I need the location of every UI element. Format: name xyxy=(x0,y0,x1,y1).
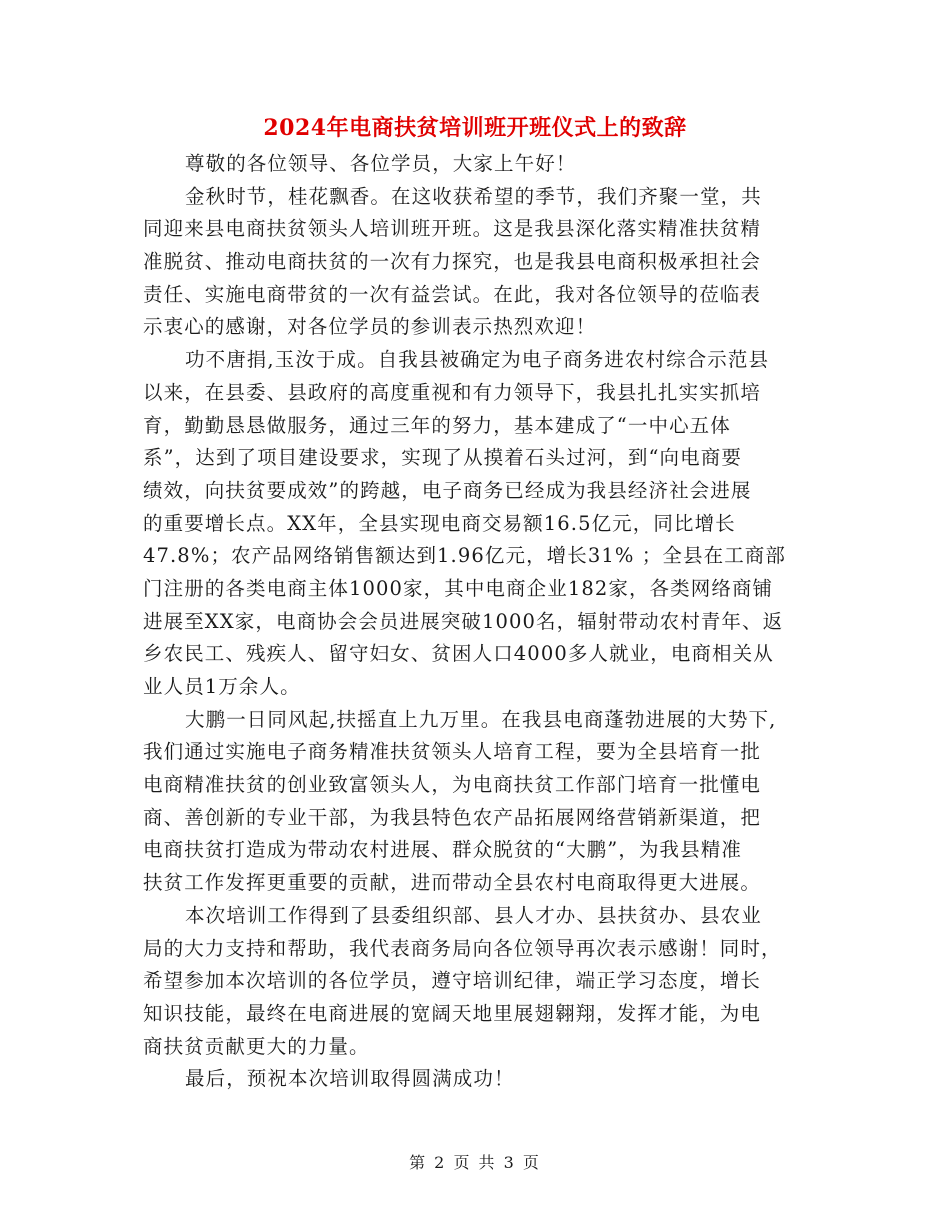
document-title: 2024年电商扶贫培训班开班仪式上的致辞 xyxy=(263,115,687,141)
paragraph-line: 的重要增长点。XX年，全县实现电商交易额16.5亿元，同比增长 xyxy=(143,511,736,535)
paragraph-line: 大鹏一日同风起,扶摇直上九万里。在我县电商蓬勃进展的大势下, xyxy=(185,707,777,731)
paragraph-line: 绩效，向扶贫要成效”的跨越，电子商务已经成为我县经济社会进展 xyxy=(143,478,752,502)
paragraph-line: 我们通过实施电子商务精准扶贫领头人培育工程，要为全县培育一批 xyxy=(143,740,762,764)
paragraph-line: 商扶贫贡献更大的力量。 xyxy=(143,1034,370,1058)
closing-line: 最后，预祝本次培训取得圆满成功！ xyxy=(185,1067,515,1091)
paragraph-line: 责任、实施电商带贫的一次有益尝试。在此，我对各位领导的莅临表 xyxy=(143,282,762,306)
paragraph-line: 希望参加本次培训的各位学员，遵守培训纪律，端正学习态度，增长 xyxy=(143,969,762,993)
paragraph-line: 业人员1万余人。 xyxy=(143,675,301,698)
paragraph-line: 局的大力支持和帮助，我代表商务局向各位领导再次表示感谢！同时， xyxy=(143,936,782,960)
paragraph-line: 系”，达到了项目建设要求，实现了从摸着石头过河，到“向电商要 xyxy=(143,446,742,470)
paragraph-line: 本次培训工作得到了县委组织部、县人才办、县扶贫办、县农业 xyxy=(185,903,762,927)
paragraph-line: 知识技能，最终在电商进展的宽阔天地里展翅翱翔，发挥才能，为电 xyxy=(143,1001,762,1025)
paragraph-line: 商、善创新的专业干部，为我县特色农产品拓展网络营销新渠道，把 xyxy=(143,805,762,829)
paragraph-line: 功不唐捐,玉汝于成。自我县被确定为电子商务进农村综合示范县 xyxy=(185,348,770,372)
page-number-footer: 第 2 页 共 3 页 xyxy=(409,1153,541,1172)
paragraph-line: 进展至XX家，电商协会会员进展突破1000名，辐射带动农村青年、返 xyxy=(143,609,784,633)
salutation-line: 尊敬的各位领导、各位学员，大家上午好！ xyxy=(185,152,577,175)
paragraph-line: 示衷心的感谢，对各位学员的参训表示热烈欢迎！ xyxy=(143,315,597,339)
paragraph-line: 乡农民工、残疾人、留守妇女、贫困人口4000多人就业，电商相关从 xyxy=(143,642,774,666)
paragraph-line: 47.8%；农产品网络销售额达到1.96亿元，增长31% ；全县在工商部 xyxy=(143,544,787,568)
paragraph-line: 准脱贫、推动电商扶贫的一次有力探究，也是我县电商积极承担社会 xyxy=(143,250,762,274)
document-body xyxy=(143,148,808,1096)
paragraph-line: 以来，在县委、县政府的高度重视和有力领导下，我县扎扎实实抓培 xyxy=(143,380,762,404)
paragraph-line: 同迎来县电商扶贫领头人培训班开班。这是我县深化落实精准扶贫精 xyxy=(143,217,762,241)
paragraph-line: 门注册的各类电商主体1000家，其中电商企业182家，各类网络商铺 xyxy=(143,576,774,600)
paragraph-line: 育，勤勤恳恳做服务，通过三年的努力，基本建成了“一中心五体 xyxy=(143,413,731,437)
paragraph-line: 扶贫工作发挥更重要的贡献，进而带动全县农村电商取得更大进展。 xyxy=(143,871,762,895)
paragraph-line: 金秋时节，桂花飘香。在这收获希望的季节，我们齐聚一堂，共 xyxy=(185,184,762,208)
paragraph-line: 电商扶贫打造成为带动农村进展、群众脱贫的“大鹏”，为我县精准 xyxy=(143,838,742,862)
paragraph-line: 电商精准扶贫的创业致富领头人，为电商扶贫工作部门培育一批懂电 xyxy=(143,773,762,797)
